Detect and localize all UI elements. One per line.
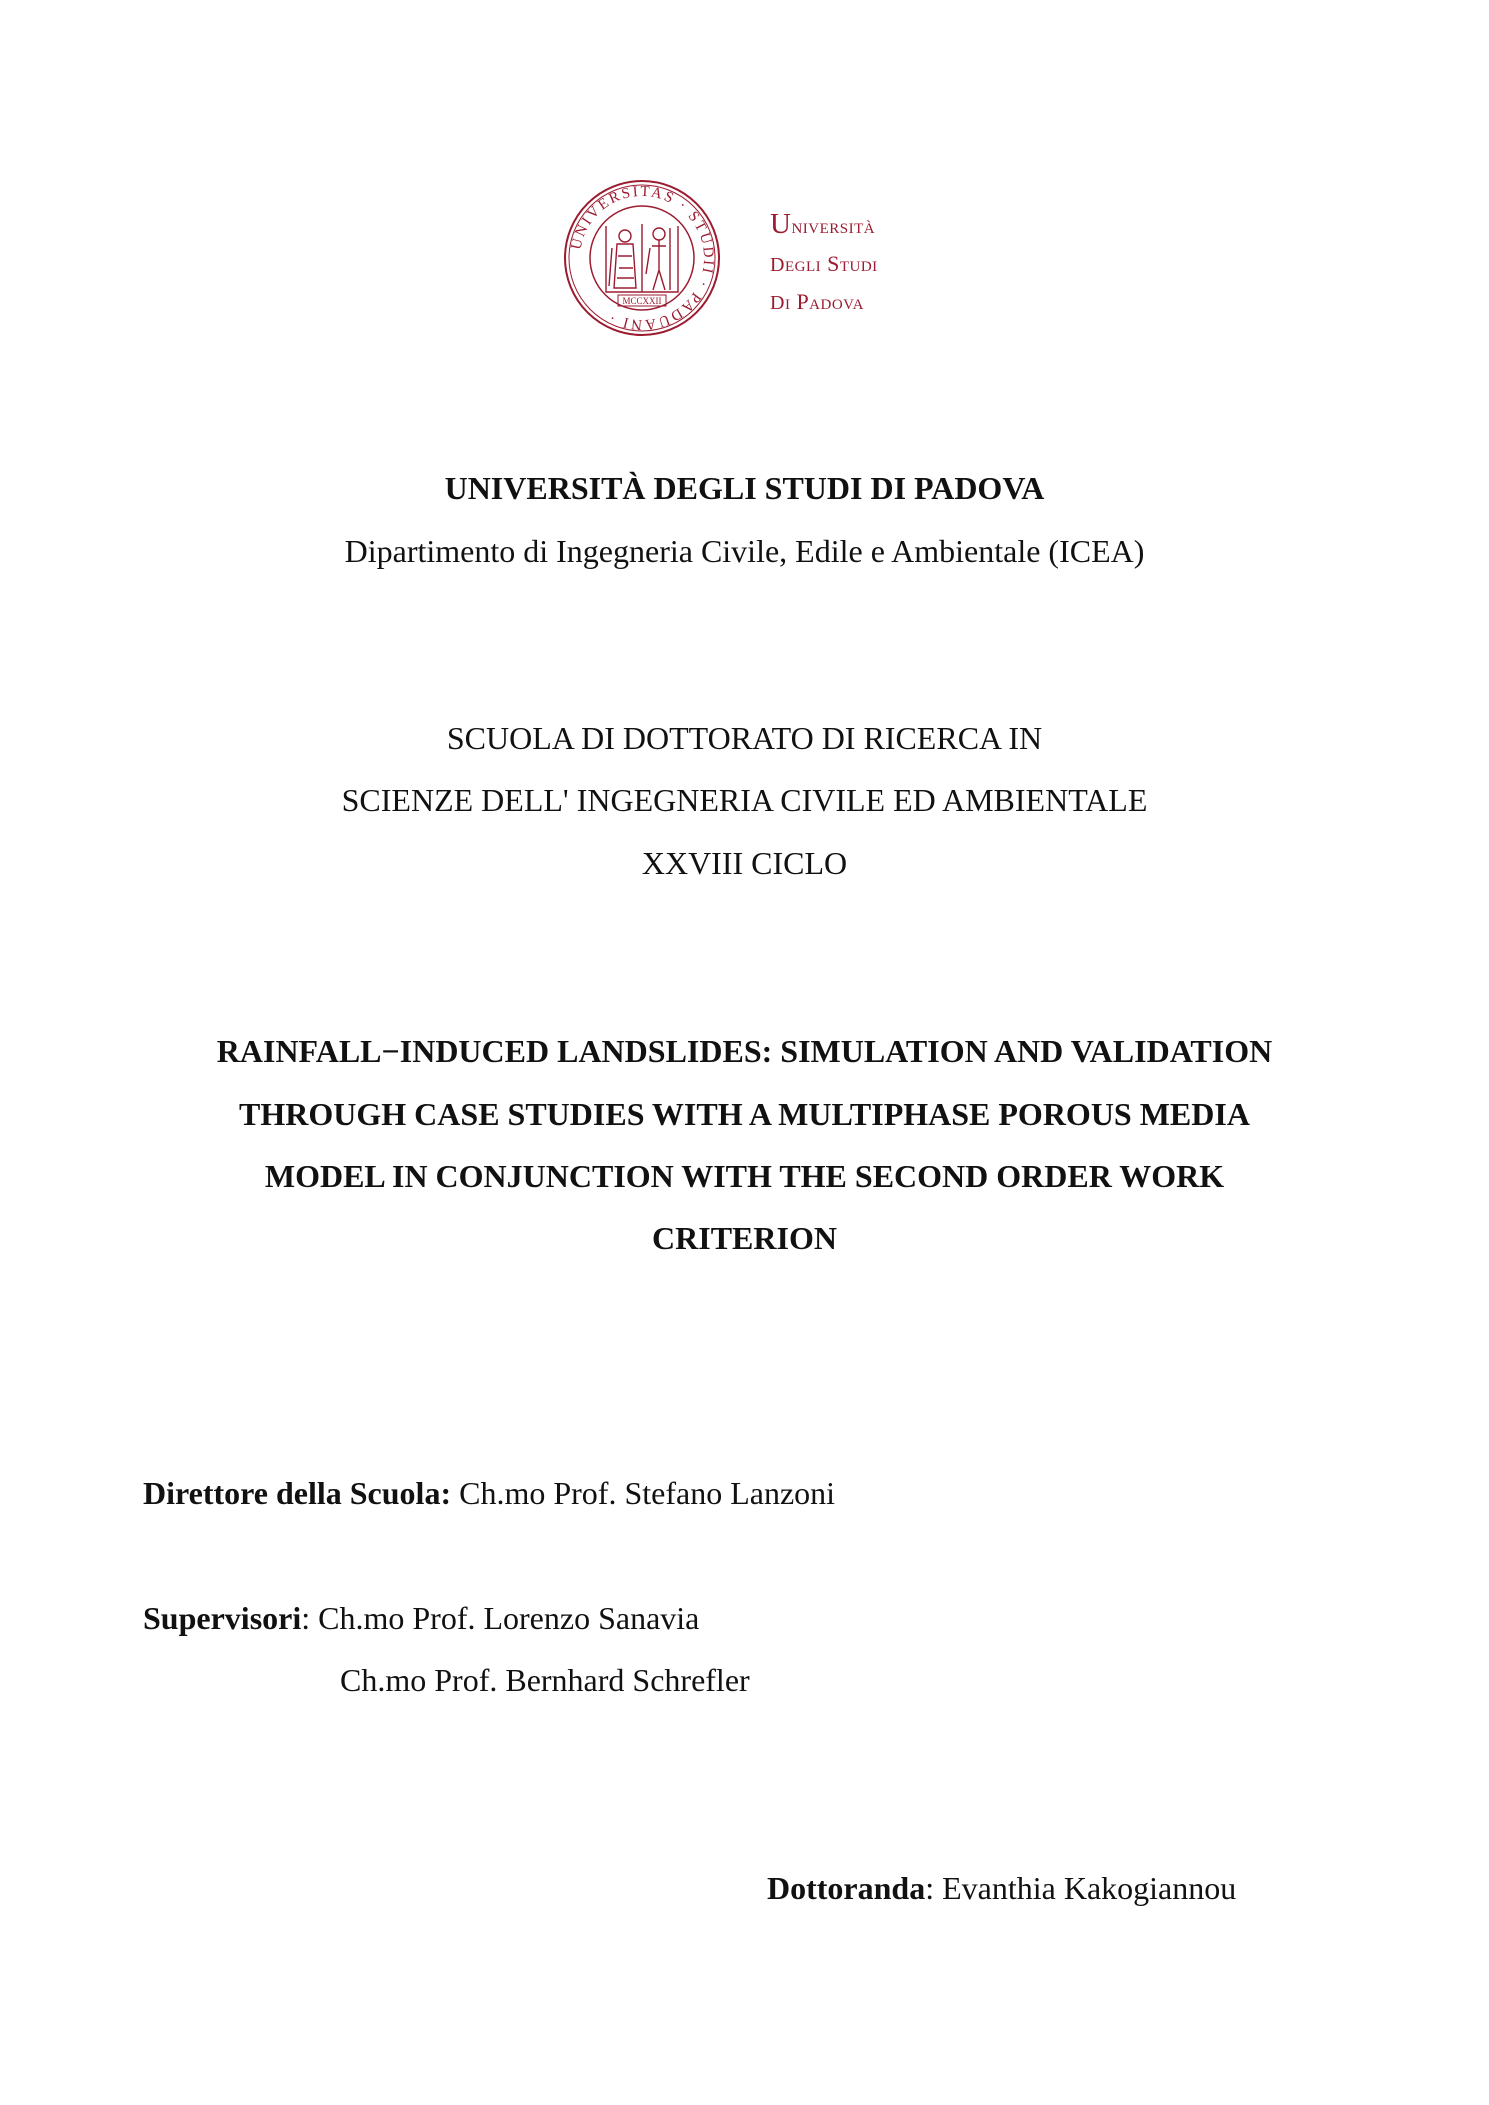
- university-seal-icon: [562, 178, 722, 338]
- department-name: Dipartimento di Ingegneria Civile, Edile e Ambientale (ICEA): [344, 533, 1145, 569]
- candidate-label: Dottoranda: [767, 1870, 926, 1906]
- wordmark-line-1: Università: [770, 208, 876, 240]
- supervisors-separator: :: [301, 1600, 311, 1636]
- thesis-title-line-4: CRITERION: [652, 1220, 837, 1256]
- wordmark-line-2: degli Studi: [770, 246, 878, 278]
- supervisors-label: Supervisori: [143, 1600, 302, 1636]
- university-wordmark: [770, 206, 950, 320]
- seal-text: UNIVERSITAS · STUDII · PADUANI ·: [568, 183, 717, 333]
- candidate-name: Evanthia Kakogiannou: [942, 1870, 1237, 1906]
- supervisor-name-1: Ch.mo Prof. Lorenzo Sanavia: [318, 1600, 700, 1636]
- school-line-1: SCUOLA DI DOTTORATO DI RICERCA IN: [446, 720, 1043, 756]
- supervisors-line: [143, 1600, 699, 1637]
- thesis-title-line-3: MODEL IN CONJUNCTION WITH THE SECOND ORDER WORK: [264, 1158, 1225, 1194]
- thesis-title-line-2: THROUGH CASE STUDIES WITH A MULTIPHASE POROUS MEDIA: [239, 1096, 1250, 1132]
- supervisor-name-2: Ch.mo Prof. Bernhard Schrefler: [340, 1662, 750, 1698]
- director-line: [143, 1475, 835, 1512]
- seal-year: MCCXXII: [622, 296, 662, 306]
- candidate-line: [767, 1870, 1236, 1907]
- candidate-separator: :: [925, 1870, 935, 1906]
- thesis-title-line-1: RAINFALL−INDUCED LANDSLIDES: SIMULATION AND VALIDATION: [216, 1033, 1273, 1069]
- school-line-2: SCIENZE DELL' INGEGNERIA CIVILE ED AMBIENTALE: [341, 782, 1148, 818]
- wordmark-line-3: di Padova: [770, 284, 864, 316]
- university-logo: [562, 178, 942, 338]
- director-name: Ch.mo Prof. Stefano Lanzoni: [459, 1475, 836, 1511]
- cycle-line: XXVIII CICLO: [641, 845, 848, 881]
- director-label: Direttore della Scuola:: [143, 1475, 452, 1511]
- institution-name: UNIVERSITÀ DEGLI STUDI DI PADOVA: [444, 470, 1045, 506]
